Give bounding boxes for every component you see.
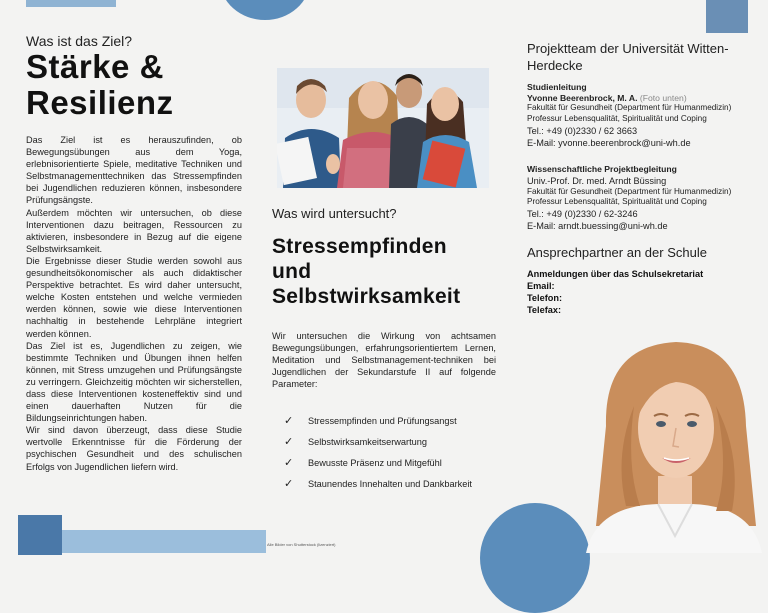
- scientific-professorship: Professur Lebensqualität, Spiritualität und Coping: [527, 197, 707, 207]
- lead-email[interactable]: E-Mail: yvonne.beerenbrock@uni-wh.de: [527, 137, 691, 148]
- parameter-label: Stressempfinden und Prüfungsangst: [308, 415, 457, 426]
- decor-bar-top-left: [26, 0, 116, 7]
- parameter-label: Staunendes Innehalten und Dankbarkeit: [308, 478, 472, 489]
- parameter-item: [284, 473, 504, 494]
- scientific-section: [527, 164, 757, 232]
- portrait-illustration: [566, 336, 768, 553]
- lead-faculty: Fakultät für Gesundheit (Department für Humanmedizin): [527, 103, 732, 113]
- students-photo: [277, 68, 489, 188]
- decor-square-bottom-left: [18, 515, 62, 555]
- scientific-name: Univ.-Prof. Dr. med. Arndt Büssing: [527, 175, 667, 186]
- decor-bar-bottom-left: [62, 530, 266, 553]
- research-title-line-3: Selbstwirksamkeit: [272, 285, 461, 308]
- goal-paragraph: Wir sind davon überzeugt, dass diese Studie wertvolle Erkenntnisse für die Förderung der psychischen Gesundheit und des schulischen Erfolgs von Jugendlichen liefern wird.: [26, 425, 242, 472]
- research-title-line-1: Stressempfinden: [272, 235, 447, 258]
- check-icon: ✓: [284, 478, 294, 490]
- goal-question: Was ist das Ziel?: [26, 33, 133, 49]
- parameter-label: Selbstwirksamkeitserwartung: [308, 436, 427, 447]
- parameter-item: [284, 410, 504, 431]
- parameter-label: Bewusste Präsenz und Mitgefühl: [308, 457, 442, 468]
- image-credit: Alle Bilder von Shutterstock (lizenziert): [267, 542, 336, 547]
- check-icon: ✓: [284, 436, 294, 448]
- scientific-heading: Wissenschaftliche Projektbegleitung: [527, 164, 677, 174]
- students-photo-illustration: [277, 68, 489, 188]
- school-contact-email-label: Email:: [527, 281, 555, 291]
- scientific-email[interactable]: E-Mail: arndt.buessing@uni-wh.de: [527, 221, 668, 232]
- school-contact-registration: Anmeldungen über das Schulsekretariat: [527, 269, 704, 279]
- school-contact: [527, 268, 757, 316]
- lead-photo-note: (Foto unten): [639, 92, 687, 103]
- parameter-item: [284, 431, 504, 452]
- parameter-item: [284, 452, 504, 473]
- school-contact-fax-label: Telefax:: [527, 305, 562, 315]
- scientific-faculty: Fakultät für Gesundheit (Department für Humanmedizin): [527, 186, 732, 196]
- lead-section: [527, 82, 757, 149]
- check-icon: ✓: [284, 457, 294, 469]
- lead-professorship: Professur Lebensqualität, Spiritualität und Coping: [527, 114, 707, 124]
- research-title-line-2: und: [272, 260, 312, 283]
- goal-description: [26, 134, 242, 473]
- goal-paragraph: Die Ergebnisse dieser Studie werden sowohl aus gesundheitsökonomischer als auch didaktischer Perspektive betrachtet. Es wird daher untersucht, welche Kosten entstehen und welche vermieden werden können, sowie wie diese Interventionen nachhaltig in bestehende Lehrpläne integriert werden können.: [26, 255, 242, 339]
- research-intro: Wir untersuchen die Wirkung von achtsamen Bewegungsübungen, erfahrungsorientiertem Lernen, Meditation und Selbstmanagement-techniken bei Jugendlichen der Sekundarstufe II auf folgende Parameter:: [272, 331, 496, 389]
- goal-paragraph: Das Ziel ist es herauszufinden, ob Bewegungsübungen aus dem Yoga, erlebnisorientierte Spiele, meditative Techniken und Selbstmanagementtechniken das Stressempfinden bei Jugendlichen reduzieren können, insbesondere Prüfungsängste.: [26, 135, 242, 206]
- goal-paragraph: Das Ziel ist es, Jugendlichen zu zeigen, wie bestimmte Techniken und Übungen ihnen helfen können, mit Stress umzugehen und Prüfungsängste zu verringern. Gleichzeitig möchten wir sicherstellen, dass diese Interventionen kosteneffektiv sind und einen dauerhaften Nutzen für die Bildungseinrichtungen haben.: [26, 340, 242, 424]
- research-question: Was wird untersucht?: [272, 206, 397, 221]
- decor-circle-top: [220, 0, 310, 20]
- goal-title-line-2: Resilienz: [26, 84, 174, 121]
- goal-title-line-1: Stärke &: [26, 48, 164, 85]
- lead-name: Yvonne Beerenbrock, M. A.: [527, 92, 638, 103]
- team-title: Projektteam der Universität Witten-Herdecke: [527, 41, 729, 73]
- check-icon: ✓: [284, 415, 294, 427]
- lead-name-line: [527, 93, 757, 104]
- goal-title: [26, 49, 256, 121]
- decor-square-top-right: [706, 0, 748, 33]
- school-contact-title: Ansprechpartner an der Schule: [527, 245, 707, 260]
- research-title: [272, 234, 482, 309]
- lead-portrait-photo: [566, 336, 768, 553]
- scientific-phone: Tel.: +49 (0)2330 / 62-3246: [527, 209, 638, 220]
- parameter-list: [284, 410, 504, 494]
- lead-heading: Studienleitung: [527, 82, 587, 92]
- lead-phone: Tel.: +49 (0)2330 / 62 3663: [527, 125, 638, 136]
- goal-paragraph: Außerdem möchten wir untersuchen, ob diese Interventionen dazu beitragen, Ressourcen zu aktivieren, insbesondere in Bezug auf die eigene Selbstwirksamkeit.: [26, 207, 242, 254]
- school-contact-phone-label: Telefon:: [527, 293, 563, 303]
